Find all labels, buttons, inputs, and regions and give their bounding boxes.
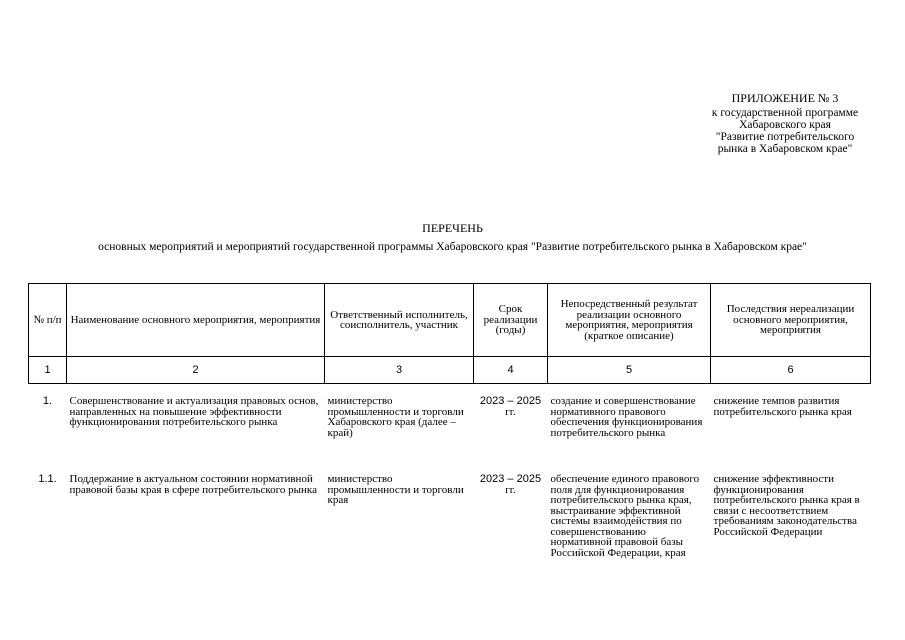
header-name: Наименование основного мероприятия, мероприятия xyxy=(67,284,325,357)
table-row xyxy=(29,384,871,457)
header-period: Срок реализации (годы) xyxy=(474,284,548,357)
row-period: 2023 – 2025 xyxy=(479,395,542,407)
row-period-cell xyxy=(474,384,548,457)
appendix-block xyxy=(690,92,880,155)
column-number: 1 xyxy=(29,357,67,384)
column-number: 6 xyxy=(711,357,871,384)
row-name: Совершенствование и актуализация правовых основ, направленных на повышение эффективности функционирования потребительского рынка xyxy=(69,395,319,428)
row-name: Поддержание в актуальном состоянии нормативной правовой базы края в сфере потребительского рынка xyxy=(69,473,317,496)
row-period-cell xyxy=(474,456,548,558)
row-num: 1. xyxy=(42,395,53,407)
row-period-unit: гг. xyxy=(505,483,516,496)
appendix-line: Хабаровского края xyxy=(739,119,831,131)
column-number: 5 xyxy=(548,357,711,384)
header-result: Непосредственный результат реализации основного мероприятия, мероприятия (краткое описание) xyxy=(548,284,711,357)
measures-table xyxy=(28,283,871,558)
document-title: ПЕРЕЧЕНЬ xyxy=(422,221,483,235)
column-number-row xyxy=(29,357,871,384)
row-result: обеспечение единого правового поля для функционирования потребительского рынка края, выстраивание эффективной системы взаимодействия по совершенствованию нормативной правовой базы Российской Федерации, края xyxy=(550,473,700,559)
table-row xyxy=(29,456,871,558)
column-number: 2 xyxy=(67,357,325,384)
row-period-unit: гг. xyxy=(505,405,516,418)
appendix-heading: ПРИЛОЖЕНИЕ № 3 xyxy=(731,91,839,105)
column-number: 3 xyxy=(325,357,474,384)
appendix-line: рынка в Хабаровском крае" xyxy=(717,143,853,155)
row-consequences: снижение темпов развития потребительского рынка края xyxy=(713,395,852,418)
header-executor: Ответственный исполнитель, соисполнитель, участник xyxy=(325,284,474,357)
column-number: 4 xyxy=(474,357,548,384)
header-consequences: Последствия нереализации основного мероприятия, мероприятия xyxy=(711,284,871,357)
row-period: 2023 – 2025 xyxy=(479,473,542,485)
appendix-line: к государственной программе xyxy=(711,107,859,119)
row-consequences: снижение эффективности функционирования потребительского рынка края в связи с несоответствием требованиям законодательства Российской Федерации xyxy=(713,473,860,538)
document-subtitle: основных мероприятий и мероприятий государственной программы Хабаровского края "Развитие потребительского рынка в Хабаровском крае" xyxy=(98,241,807,253)
header-num: № п/п xyxy=(29,284,67,357)
row-result: создание и совершенствование нормативного правового обеспечения функционирования потребительского рынка xyxy=(550,395,703,439)
row-num: 1.1. xyxy=(38,473,57,485)
table-header-row xyxy=(29,284,871,357)
row-executor: министерство промышленности и торговли Хабаровского края (далее – край) xyxy=(327,395,464,439)
appendix-line: "Развитие потребительского xyxy=(715,131,855,143)
row-executor: министерство промышленности и торговли края xyxy=(327,473,464,506)
